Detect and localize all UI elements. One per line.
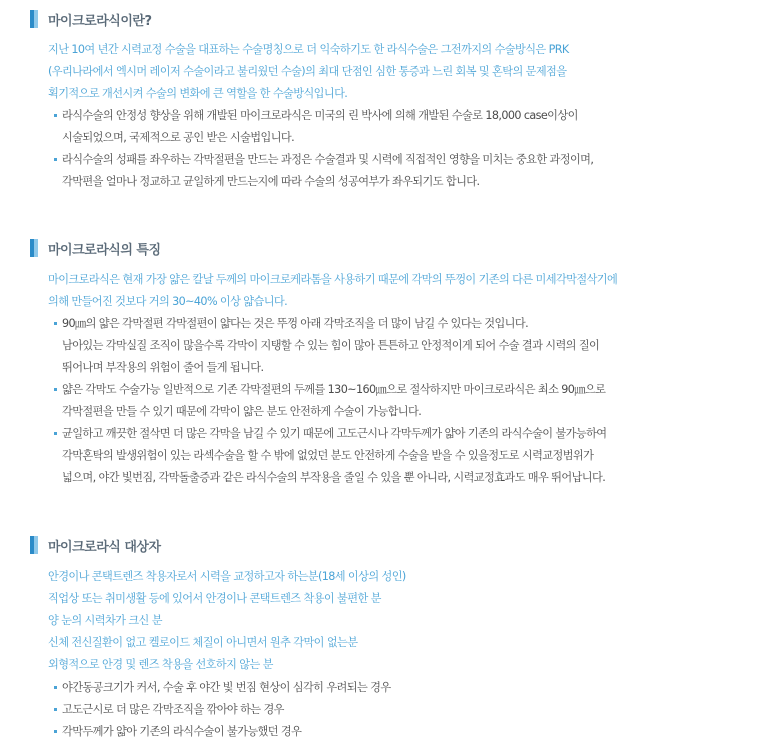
bullet-icon	[54, 158, 57, 161]
bullet-line: 라식수술의 성패를 좌우하는 각막절편을 만드는 과정은 수술결과 및 시력에 직접적인 영향을 미치는 중요한 과정이며,	[62, 153, 594, 166]
bullet-line: 뛰어나며 부작용의 위험이 줄어 들게 됩니다.	[62, 361, 264, 374]
bullet-icon	[54, 432, 57, 435]
bullet-line: 각막두께가 얇아 기존의 라식수술이 불가능했던 경우	[62, 725, 302, 738]
intro-line: 마이크로라식은 현재 가장 얇은 칼날 두께의 마이크로케라톰을 사용하기 때문에 각막의 뚜껑이 기존의 다른 미세각막절삭기에	[48, 273, 618, 286]
bullet-line: 넓으며, 야간 빛번짐, 각막돌출증과 같은 라식수술의 부작용을 줄일 수 있을 뿐 아니라, 시력교정효과도 매우 뛰어납니다.	[62, 471, 606, 484]
bullet-line: 각막절편을 만들 수 있기 때문에 각막이 얇은 분도 안전하게 수술이 가능합니다.	[62, 405, 422, 418]
intro-line: 의해 만들어진 것보다 거의 30~40% 이상 얇습니다.	[48, 295, 288, 308]
intro-line: (우리나라에서 엑시머 레이저 수술이라고 불리웠던 수술)의 최대 단점인 심한 통증과 느린 회복 및 혼탁의 문제점을	[48, 65, 567, 78]
bullet-line: 각막편을 얼마나 정교하고 균일하게 만드는지에 따라 수술의 성공여부가 좌우되기도 합니다.	[62, 175, 480, 188]
heading-bar-icon	[30, 536, 38, 554]
intro-line: 지난 10여 년간 시력교정 수술을 대표하는 수술명칭으로 더 익숙하기도 한 라식수술은 그전까지의 수술방식은 PRK	[48, 43, 569, 56]
bullet-icon	[54, 730, 57, 733]
bullet-line: 고도근시로 더 많은 각막조직을 깎아야 하는 경우	[62, 703, 284, 716]
intro-line: 획기적으로 개선시켜 수술의 변화에 큰 역할을 한 수술방식입니다.	[48, 87, 348, 100]
section-title: 마이크로라식이란?	[48, 13, 152, 29]
section-heading	[30, 237, 161, 259]
intro-line: 안경이나 콘택트렌즈 착용자로서 시력을 교정하고자 하는분(18세 이상의 성인)	[48, 570, 406, 583]
bullet-icon	[54, 388, 57, 391]
bullet-line: 라식수술의 안정성 향상을 위해 개발된 마이크로라식은 미국의 린 박사에 의해 개발된 수술로 18,000 case이상이	[62, 109, 578, 122]
bullet-line: 균일하고 깨끗한 절삭면 더 많은 각막을 남길 수 있기 때문에 고도근시나 각막두께가 얇아 기존의 라식수술이 불가능하여	[62, 427, 607, 440]
bullet-line: 남아있는 각막실질 조직이 많을수록 각막이 지탱할 수 있는 힘이 많아 튼튼하고 안정적이게 되어 수술 결과 시력의 질이	[62, 339, 600, 352]
section-title: 마이크로라식의 특징	[48, 242, 161, 258]
section-title: 마이크로라식 대상자	[48, 539, 161, 555]
bullet-icon	[54, 322, 57, 325]
heading-bar-icon	[30, 10, 38, 28]
section-heading	[30, 8, 152, 30]
bullet-icon	[54, 114, 57, 117]
section-heading	[30, 534, 161, 556]
bullet-icon	[54, 708, 57, 711]
bullet-line: 야간동공크기가 커서, 수술 후 야간 빛 번짐 현상이 심각히 우려되는 경우	[62, 681, 391, 694]
bullet-line: 각막혼탁의 발생위험이 있는 라섹수술을 할 수 밖에 없었던 분도 안전하게 수술을 받을 수 있을정도로 시력교정범위가	[62, 449, 594, 462]
bullet-icon	[54, 686, 57, 689]
intro-line: 외형적으로 안경 및 렌즈 착용을 선호하지 않는 분	[48, 658, 273, 671]
bullet-line: 얇은 각막도 수술가능 일반적으로 기존 각막절편의 두께를 130~160㎛으로 절삭하지만 마이크로라식은 최소 90㎛으로	[62, 383, 606, 396]
bullet-line: 90㎛의 얇은 각막절편 각막절편이 얇다는 것은 뚜껑 아래 각막조직을 더 많이 남길 수 있다는 것입니다.	[62, 317, 529, 330]
intro-line: 직업상 또는 취미생활 등에 있어서 안경이나 콘택트렌즈 착용이 불편한 분	[48, 592, 381, 605]
intro-line: 신체 전신질환이 없고 켈로이드 체질이 아니면서 원추 각막이 없는분	[48, 636, 358, 649]
bullet-line: 시술되었으며, 국제적으로 공인 받은 시술법입니다.	[62, 131, 295, 144]
heading-bar-icon	[30, 239, 38, 257]
intro-line: 양 눈의 시력차가 크신 분	[48, 614, 162, 627]
